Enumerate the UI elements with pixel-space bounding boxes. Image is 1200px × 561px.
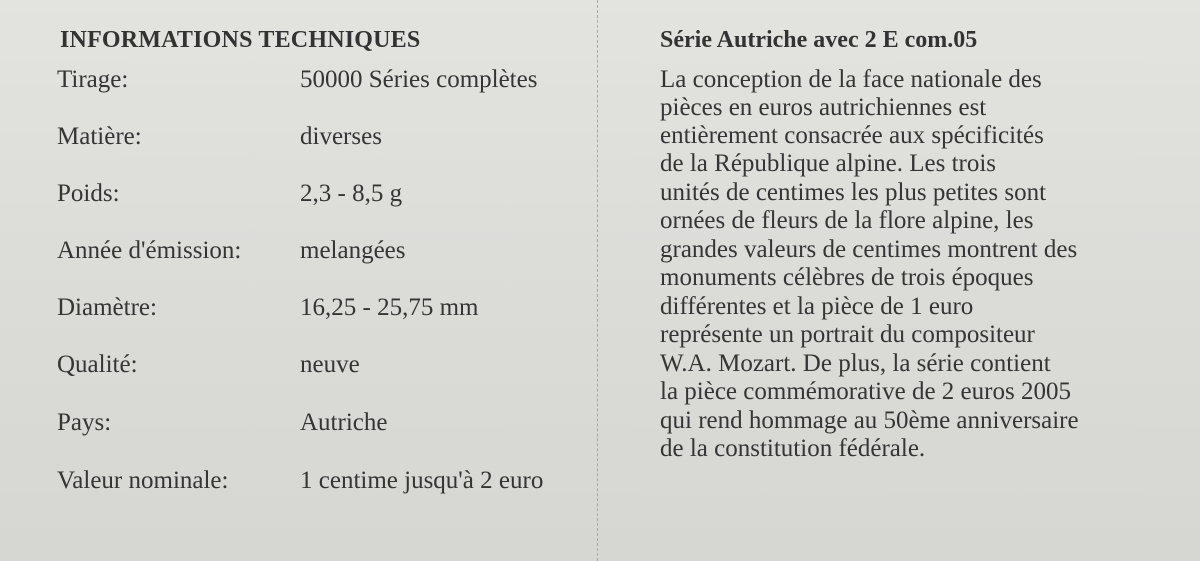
spec-value: neuve: [300, 351, 360, 378]
description-line: la pièce commémorative de 2 euros 2005: [660, 378, 1071, 405]
spec-row-matiere: [57, 121, 597, 153]
spec-label: Année d'émission:: [57, 237, 242, 264]
series-title: Série Autriche avec 2 E com.05: [660, 27, 978, 53]
spec-value: 16,25 - 25,75 mm: [300, 294, 479, 321]
description-line: W.A. Mozart. De plus, la série contient: [660, 350, 1051, 377]
spec-value: 1 centime jusqu'à 2 euro: [300, 467, 544, 494]
description-line: qui rend hommage au 50ème anniversaire: [660, 407, 1079, 434]
spec-value: 2,3 - 8,5 g: [300, 180, 403, 207]
spec-row-pays: [57, 407, 597, 439]
spec-label: Diamètre:: [57, 294, 157, 321]
description-line: La conception de la face nationale des: [660, 66, 1042, 93]
spec-label: Tirage:: [57, 66, 129, 93]
spec-row-qualite: [57, 349, 597, 381]
spec-value: Autriche: [300, 409, 388, 436]
description-line: unités de centimes les plus petites sont: [660, 179, 1047, 206]
spec-row-poids: [57, 178, 597, 210]
description-line: ornées de fleurs de la flore alpine, les: [660, 207, 1034, 234]
description-line: entièrement consacrée aux spécificités: [660, 122, 1044, 149]
spec-value: melangées: [300, 237, 406, 264]
description-line: différentes et la pièce de 1 euro: [660, 293, 974, 320]
spec-value: 50000 Séries complètes: [300, 66, 538, 93]
description-line: représente un portrait du compositeur: [660, 321, 1035, 348]
spec-row-diametre: [57, 292, 597, 324]
spec-label: Qualité:: [57, 351, 138, 378]
description-line: pièces en euros autrichiennes est: [660, 94, 987, 121]
spec-label: Matière:: [57, 123, 142, 150]
technical-info-title: INFORMATIONS TECHNIQUES: [60, 27, 421, 53]
spec-value: diverses: [300, 123, 382, 150]
spec-row-tirage: [57, 64, 597, 96]
description-line: de la constitution fédérale.: [660, 435, 926, 462]
spec-row-valeur: [57, 465, 597, 497]
spec-label: Pays:: [57, 409, 112, 436]
spec-label: Valeur nominale:: [57, 467, 229, 494]
description-line: grandes valeurs de centimes montrent des: [660, 236, 1078, 263]
spec-label: Poids:: [57, 180, 120, 207]
cut-line-divider: [597, 0, 598, 561]
description-line: de la République alpine. Les trois: [660, 150, 997, 177]
description-line: monuments célèbres de trois époques: [660, 264, 1034, 291]
spec-row-annee: [57, 235, 597, 267]
